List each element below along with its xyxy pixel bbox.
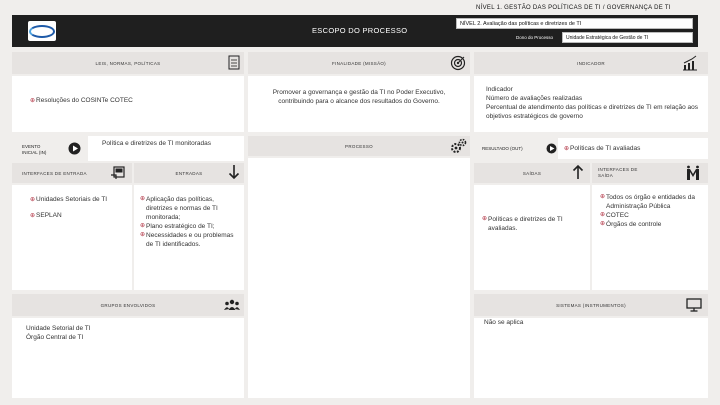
- gears-icon: [450, 138, 467, 154]
- list-item: ⊕ Órgãos de controle: [600, 221, 662, 228]
- monitor-icon: [686, 298, 702, 312]
- play-icon: [68, 142, 81, 155]
- interfaces-saida-header-label: INTERFACES DE SAÍDA: [598, 167, 638, 178]
- saidas-panel: [474, 185, 590, 290]
- bullet-icon: ⊕: [30, 197, 36, 203]
- list-item: ⊕ Aplicação das políticas, diretrizes e normas de TI monitorada;: [140, 196, 218, 221]
- indicador-header-label: INDICADOR: [577, 60, 605, 66]
- list-item: ⊕ Plano estratégico de TI;: [140, 223, 215, 230]
- leis-panel: [12, 76, 244, 132]
- bullet-icon: ⊕: [600, 221, 606, 227]
- evento-label: EVENTO INICIAL (IN): [22, 144, 47, 155]
- resultado-label: RESULTADO (OUT): [482, 146, 523, 151]
- bullet-icon: ⊕: [482, 216, 488, 222]
- list-item: ⊕ Políticas e diretrizes de TI avaliadas.: [482, 216, 563, 232]
- nivel2-field: NÍVEL 2. Avaliação das políticas e diretrizes de TI: [456, 18, 693, 29]
- processo-header: [248, 136, 470, 156]
- resultado-row: [474, 136, 708, 161]
- sistemas-header: [474, 294, 708, 316]
- interfaces-saida-panel: [592, 185, 708, 290]
- header-bar: [12, 15, 698, 47]
- list-item: ⊕Unidades Setoriais de TI: [30, 196, 108, 203]
- evento-row: [12, 136, 244, 161]
- dono-field: Unidade Estratégica de Gestão de TI: [562, 32, 693, 43]
- interfaces-saida-list: [600, 193, 704, 229]
- list-item: ⊕ COTEC: [600, 212, 629, 219]
- list-item: ⊕SEPLAN: [30, 212, 62, 219]
- grupos-text: Unidade Setorial de TI Órgão Central de TI: [26, 325, 91, 341]
- sistemas-header-label: SISTEMAS (INSTRUMENTOS): [556, 302, 626, 308]
- sistemas-text: Não se aplica: [484, 319, 524, 326]
- list-item: ⊕ Necessidades e ou problemas de TI identificados.: [140, 232, 234, 248]
- bullet-icon: ⊕: [564, 146, 570, 152]
- nivel1-label: NÍVEL 1. GESTÃO DAS POLÍTICAS DE TI / GOVERNANÇA DE TI: [476, 5, 671, 11]
- chart-icon: [682, 55, 698, 71]
- finalidade-header: [248, 52, 470, 74]
- indicador-header: [474, 52, 708, 74]
- bullet-icon: ⊕: [30, 98, 36, 104]
- saidas-header: [474, 163, 590, 183]
- indicador-text: Indicador Número de avaliações realizadas Percentual de atendimento das políticas e diretrizes de TI em relação aos objetivos estratégicos de governo: [486, 86, 698, 120]
- page-title: ESCOPO DO PROCESSO: [312, 26, 408, 35]
- processo-panel: [248, 158, 470, 398]
- people-exit-icon: [686, 165, 700, 181]
- leis-item: ⊕Resoluções do COSINTe COTEC: [30, 97, 133, 104]
- target-icon: [450, 55, 466, 71]
- indicador-panel: [474, 76, 708, 132]
- grupos-header: [12, 294, 244, 316]
- entradas-panel: [134, 185, 244, 290]
- bullet-icon: ⊕: [140, 196, 146, 202]
- entradas-header-label: ENTRADAS: [175, 170, 203, 176]
- interfaces-entrada-header-label: INTERFACES DE ENTRADA: [22, 170, 87, 176]
- finalidade-header-label: FINALIDADE (MISSÃO): [332, 60, 386, 66]
- play-icon: [546, 143, 557, 154]
- dono-label: Dono do Processo: [516, 35, 554, 40]
- bullet-icon: ⊕: [140, 232, 146, 238]
- resultado-item: ⊕Políticas de TI avaliadas: [558, 138, 708, 159]
- interfaces-entrada-header: [12, 163, 132, 183]
- bullet-icon: ⊕: [140, 223, 146, 229]
- leis-header-label: LEIS, NORMAS, POLÍTICAS: [95, 60, 161, 66]
- arrow-down-icon: [228, 164, 240, 180]
- group-icon: [224, 299, 240, 311]
- interfaces-saida-header: [592, 163, 708, 183]
- grupos-panel: [12, 318, 244, 398]
- evento-text: Política e diretrizes de TI monitoradas: [88, 136, 244, 161]
- leis-header: [12, 52, 244, 74]
- entradas-list: [140, 195, 240, 249]
- list-item: ⊕ Todos os órgão e entidades da Administração Pública: [600, 194, 695, 210]
- saidas-header-label: SAÍDAS: [522, 170, 542, 176]
- input-box-icon: [110, 166, 125, 180]
- arrow-up-icon: [572, 164, 584, 180]
- processo-header-label: PROCESSO: [345, 143, 373, 149]
- sistemas-panel: [474, 318, 708, 398]
- bullet-icon: ⊕: [30, 213, 36, 219]
- document-icon: [228, 55, 240, 70]
- bullet-icon: ⊕: [600, 212, 606, 218]
- interfaces-entrada-panel: [12, 185, 132, 290]
- bullet-icon: ⊕: [600, 194, 606, 200]
- logo: [28, 21, 56, 41]
- grupos-header-label: GRUPOS ENVOLVIDOS: [100, 302, 156, 308]
- logo-mark-icon: [29, 25, 55, 38]
- finalidade-panel: [248, 76, 470, 132]
- interfaces-entrada-list: [30, 195, 130, 221]
- finalidade-text: Promover a governança e gestão da TI no Poder Executivo, contribuindo para o alcance dos resultados do Governo.: [272, 89, 446, 105]
- entradas-header: [134, 163, 244, 183]
